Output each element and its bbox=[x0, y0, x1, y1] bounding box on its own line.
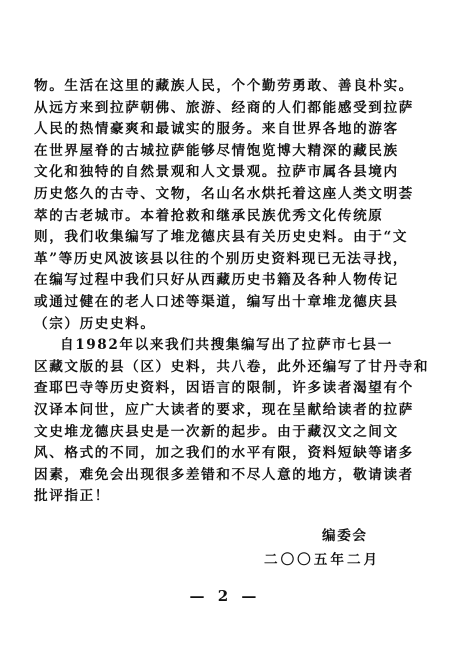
body-text bbox=[34, 76, 430, 508]
text-line: 在世界屋脊的古城拉萨能够尽情饱览博大精深的藏民族 bbox=[34, 142, 399, 159]
text-line: 自1982年以来我们共搜集编写出了拉萨市七县一 bbox=[60, 337, 393, 354]
paragraph-2 bbox=[34, 335, 430, 508]
paragraph-1 bbox=[34, 76, 426, 335]
text-line: 物。生活在这里的藏族人民，个个勤劳勇敢、善良朴实。 bbox=[34, 78, 414, 94]
text-line: 在编写过程中我们只好从西藏历史书籍及各种人物传记 bbox=[34, 272, 399, 289]
text-line: 汉译本问世，应广大读者的要求，现在呈献给读者的拉萨 bbox=[34, 401, 414, 418]
page-number: — 2 — bbox=[189, 587, 261, 605]
text-line: （宗）历史史料。 bbox=[34, 315, 156, 332]
text-line: 批评指正！ bbox=[34, 488, 110, 505]
text-line: 萃的古老城市。本着抢救和继承民族优秀文化传统原 bbox=[34, 207, 384, 224]
text-line: 则，我们收集编写了堆龙德庆县有关历史史料。由于“文 bbox=[34, 229, 409, 246]
text-line: 风、格式的不同，加之我们的水平有限，资料短缺等诸多 bbox=[34, 445, 414, 462]
text-line: 革”等历史风波该县以往的个别历史资料现已无法寻找， bbox=[34, 250, 409, 267]
text-line: 因素，难免会出现很多差错和不尽人意的地方，敬请读者 bbox=[34, 466, 414, 483]
signature-date: 二〇〇五年二月 bbox=[264, 552, 381, 568]
text-line: 历史悠久的古寺、文物，名山名水烘托着这座人类文明荟 bbox=[34, 185, 414, 202]
text-line: 文化和独特的自然景观和人文景观。拉萨市属各县境内 bbox=[34, 164, 399, 181]
text-line: 或通过健在的老人口述等渠道，编写出十章堆龙德庆县 bbox=[34, 293, 399, 310]
text-line: 区藏文版的县（区）史料，共八卷，此外还编写了甘丹寺和 bbox=[34, 358, 430, 375]
text-line: 从远方来到拉萨朝佛、旅游、经商的人们都能感受到拉萨 bbox=[34, 99, 414, 116]
signature-committee: 编委会 bbox=[322, 528, 368, 544]
text-line: 人民的热情豪爽和最诚实的服务。来自世界各地的游客 bbox=[34, 121, 399, 138]
text-line: 文史堆龙德庆县史是一次新的起步。由于藏汉文之间文 bbox=[34, 423, 399, 440]
text-line: 查耶巴寺等历史资料，因语言的限制，许多读者渴望有个 bbox=[34, 380, 414, 397]
